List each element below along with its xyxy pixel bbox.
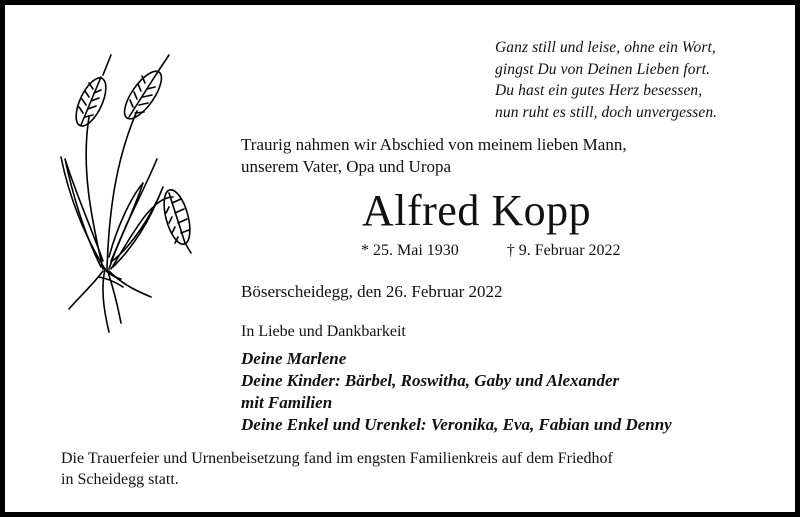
intro-line: unserem Vater, Opa und Uropa	[241, 157, 452, 176]
mourners-list	[241, 348, 781, 436]
thanks-line: In Liebe und Dankbarkeit	[241, 323, 406, 340]
life-dates	[361, 241, 621, 261]
mourner-line: Deine Enkel und Urenkel: Veronika, Eva, Fabian und Denny	[241, 415, 672, 434]
birth-symbol: *	[361, 242, 369, 259]
funeral-note	[61, 448, 761, 490]
funeral-note-line: Die Trauerfeier und Urnenbeisetzung fand im engsten Familienkreis auf dem Friedhof	[61, 450, 613, 467]
death-date: 9. Februar 2022	[518, 242, 621, 259]
poem-line: nun ruht es still, doch unvergessen.	[495, 103, 718, 121]
funeral-note-line: in Scheidegg statt.	[61, 471, 179, 488]
poem-line: gingst Du von Deinen Lieben fort.	[495, 60, 711, 78]
place-and-date: Böserscheidegg, den 26. Februar 2022	[241, 282, 503, 301]
intro-text	[241, 134, 771, 178]
mourner-line: mit Familien	[241, 393, 333, 412]
wheat-ears-icon	[51, 47, 211, 347]
mourner-line: Deine Kinder: Bärbel, Roswitha, Gaby und Alexander	[241, 371, 620, 390]
intro-line: Traurig nahmen wir Abschied von meinem lieben Mann,	[241, 135, 627, 154]
mourner-line: Deine Marlene	[241, 349, 347, 368]
death-symbol: †	[506, 242, 515, 259]
poem-verse	[495, 37, 785, 123]
poem-line: Du hast ein gutes Herz besessen,	[495, 82, 703, 99]
poem-line: Ganz still und leise, ohne ein Wort,	[495, 39, 716, 56]
birth-date: 25. Mai 1930	[373, 242, 459, 259]
deceased-name: Alfred Kopp	[362, 186, 592, 235]
